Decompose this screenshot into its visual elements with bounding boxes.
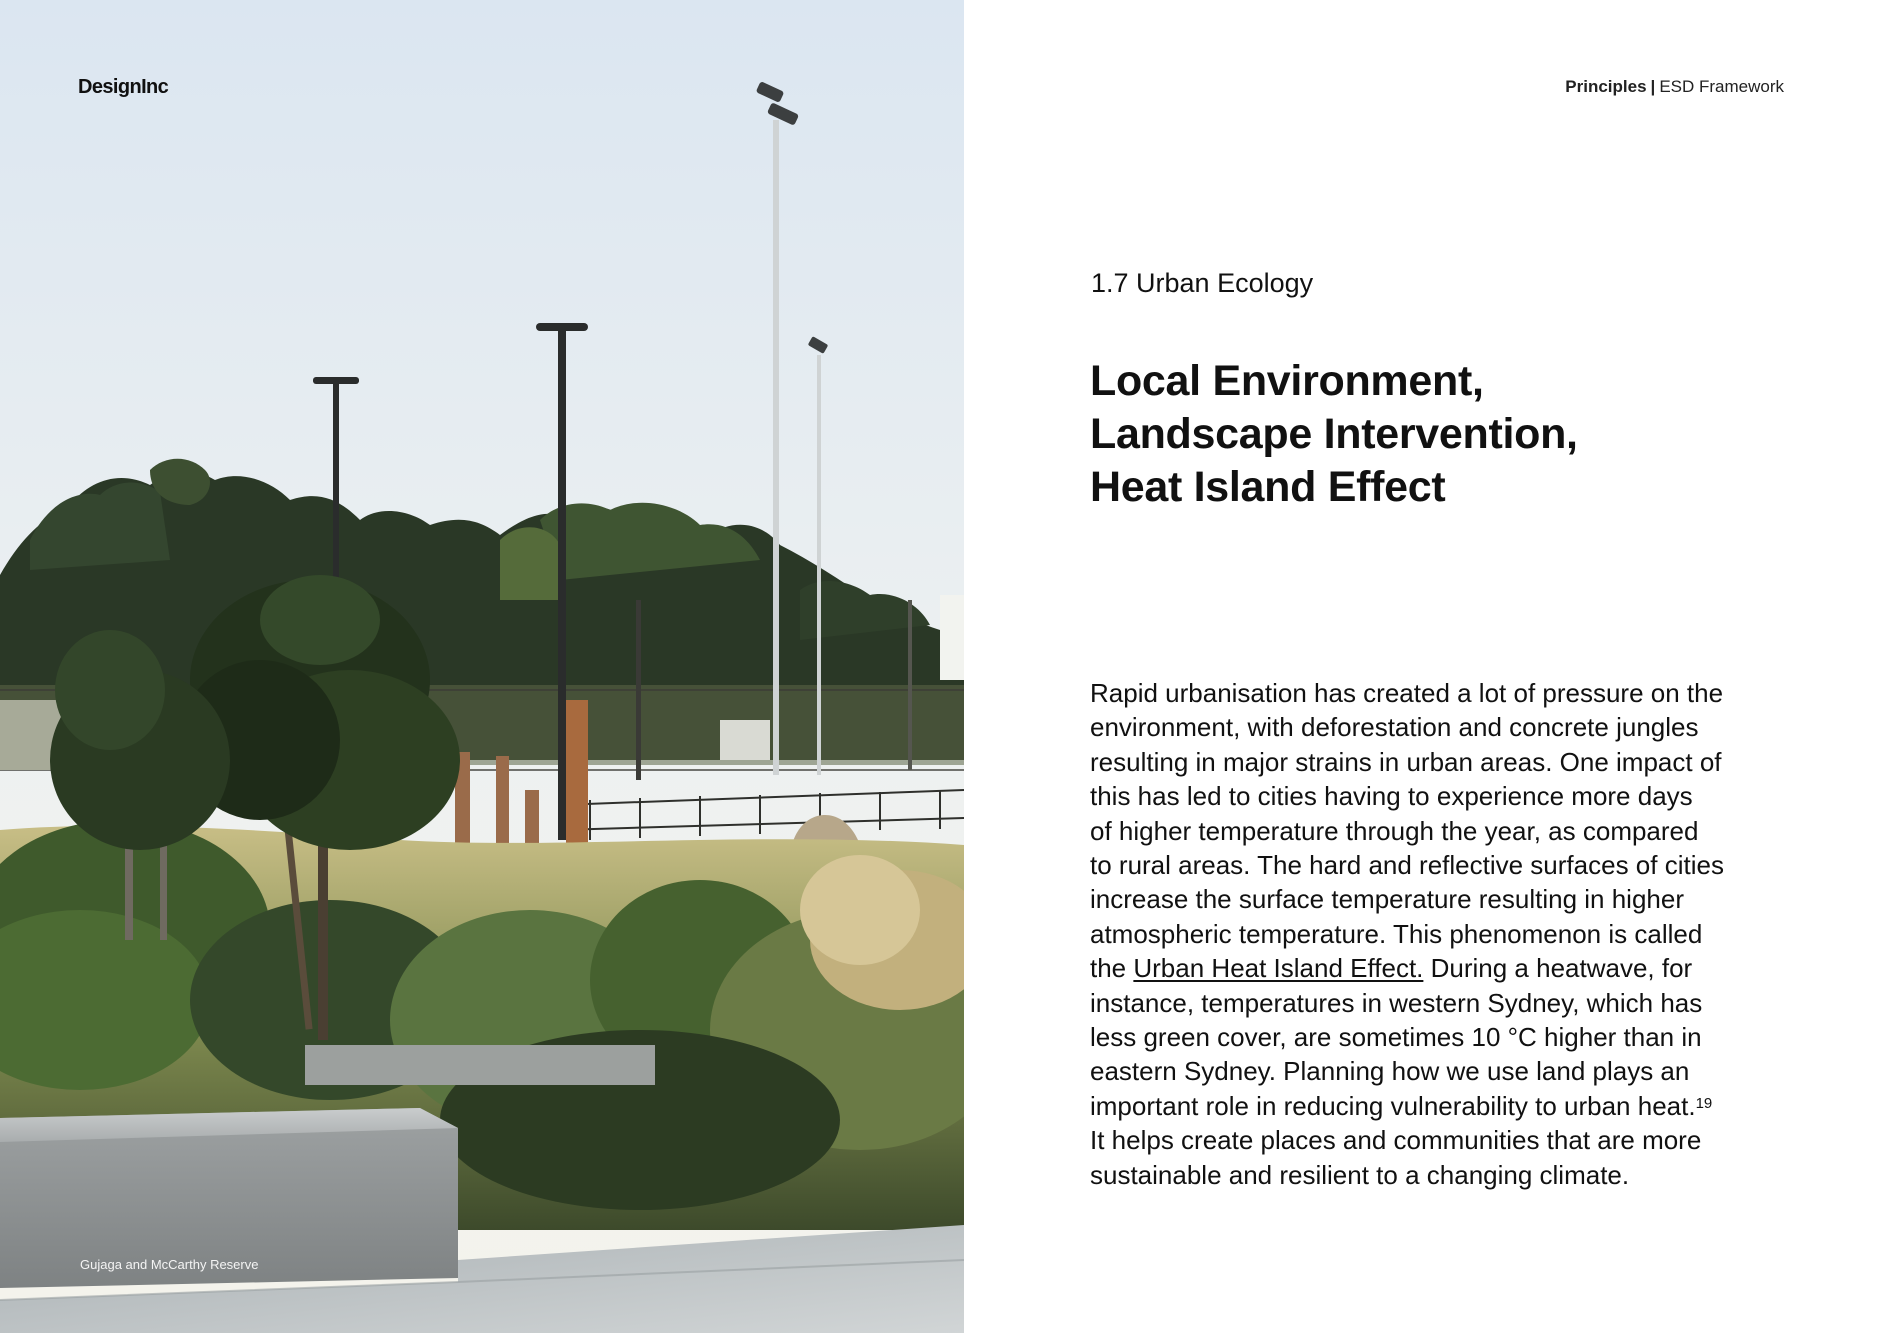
body-line-text: important role in reducing vulnerability to urban heat. (1090, 1090, 1696, 1121)
body-line-text: During a heatwave, for (1423, 953, 1693, 984)
page-title-line: Local Environment, (1090, 357, 1484, 405)
running-header (1565, 77, 1784, 97)
body-line: atmospheric temperature. This phenomenon is called (1090, 918, 1703, 949)
body-line: instance, temperatures in western Sydney, which has (1090, 987, 1703, 1018)
photo-caption: Gujaga and McCarthy Reserve (80, 1257, 259, 1272)
body-line: resulting in major strains in urban areas. One impact of (1090, 746, 1722, 777)
running-header-section: Principles (1565, 77, 1647, 96)
running-header-document: ESD Framework (1659, 77, 1784, 96)
body-line: It helps create places and communities that are more (1090, 1125, 1702, 1156)
body-line: environment, with deforestation and concrete jungles (1090, 712, 1699, 743)
footnote-reference: 19 (1695, 1094, 1713, 1112)
body-line-text: the (1090, 953, 1134, 984)
body-line: of higher temperature through the year, as compared (1090, 815, 1699, 846)
body-line (1090, 1089, 1810, 1123)
page-title-line: Heat Island Effect (1090, 463, 1446, 511)
body-line: sustainable and resilient to a changing climate. (1090, 1159, 1630, 1190)
body-line: eastern Sydney. Planning how we use land plays an (1090, 1056, 1690, 1087)
brand-logo: DesignInc (78, 76, 169, 98)
body-line: increase the surface temperature resulting in higher (1090, 884, 1684, 915)
body-paragraph (1090, 676, 1810, 1192)
body-line: less green cover, are sometimes 10 °C higher than in (1090, 1022, 1702, 1053)
body-line (1090, 951, 1810, 985)
running-header-separator: | (1650, 77, 1656, 96)
body-line: Rapid urbanisation has created a lot of pressure on the (1090, 678, 1724, 708)
section-label: 1.7 Urban Ecology (1091, 268, 1314, 298)
body-line: this has led to cities having to experience more days (1090, 781, 1693, 812)
body-line: to rural areas. The hard and reflective surfaces of cities (1090, 850, 1724, 881)
page-title-line: Landscape Intervention, (1090, 410, 1578, 458)
page-title (1090, 355, 1810, 514)
urban-heat-island-link[interactable]: Urban Heat Island Effect. (1133, 953, 1424, 984)
